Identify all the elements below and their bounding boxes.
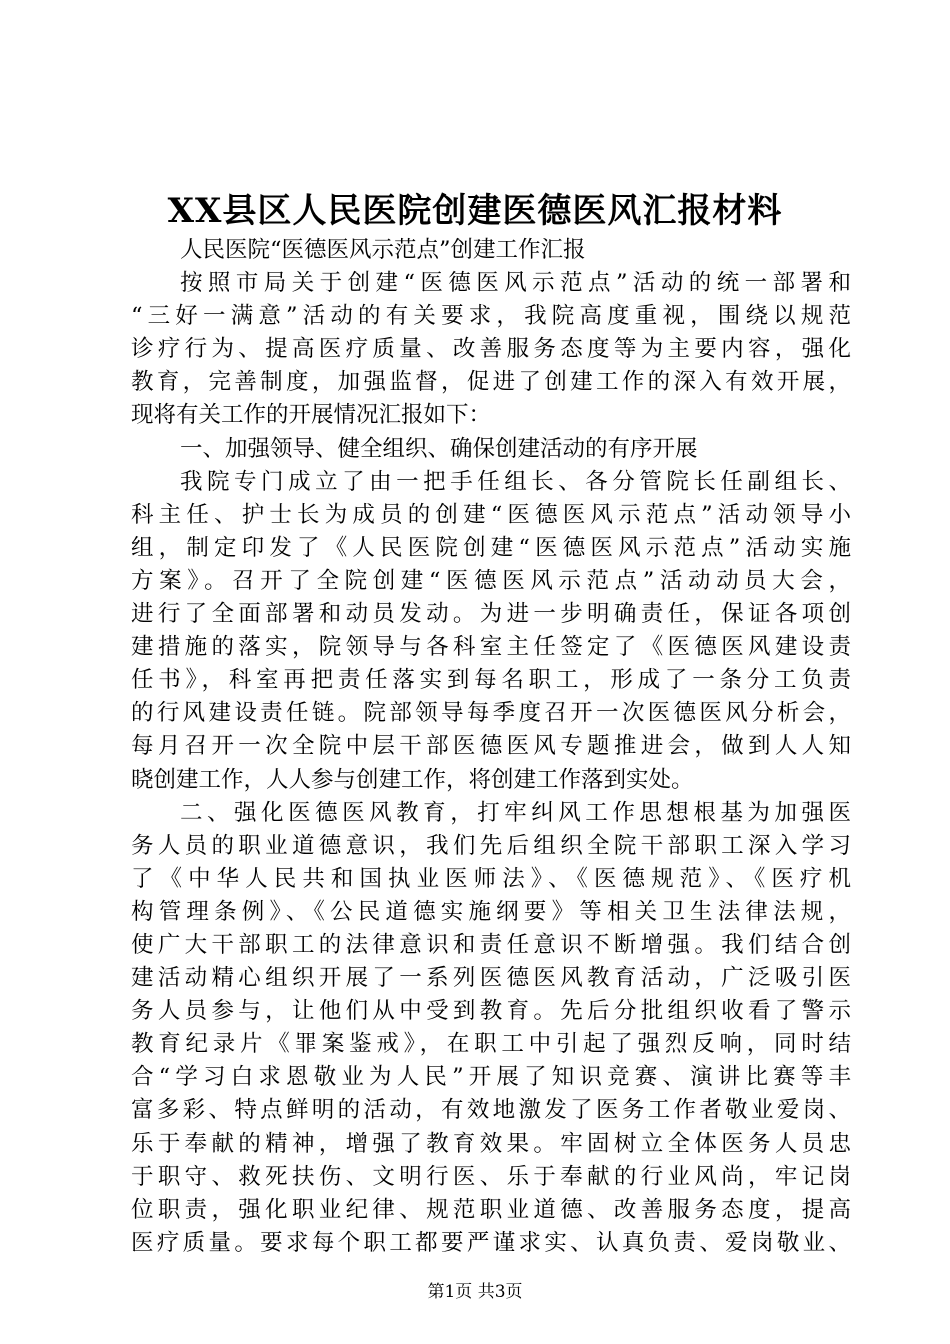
body-line: 于职守、救死扶伤、文明行医、乐于奉献的行业风尚，牢记岗: [131, 1163, 851, 1190]
body-line: 组，制定印发了《人民医院创建“医德医风示范点”活动实施: [131, 534, 851, 561]
body-line: 进行了全面部署和动员发动。为进一步明确责任，保证各项创: [131, 601, 851, 628]
body-line: 一、加强领导、健全组织、确保创建活动的有序开展: [180, 435, 698, 462]
body-line: 现将有关工作的开展情况汇报如下：: [131, 402, 492, 429]
document-title: XX县区人民医院创建医德医风汇报材料: [167, 191, 783, 231]
body-line: 人民医院“医德医风示范点”创建工作汇报: [180, 237, 586, 263]
body-line: 我院专门成立了由一把手任组长、各分管院长任副组长、: [180, 468, 851, 495]
body-line: 每月召开一次全院中层干部医德医风专题推进会，做到人人知: [131, 733, 851, 760]
body-line: 二、强化医德医风教育，打牢纠风工作思想根基为加强医: [180, 799, 851, 826]
body-line: 教育纪录片《罪案鉴戒》，在职工中引起了强烈反响，同时结: [131, 1031, 851, 1058]
body-line: 建措施的落实，院领导与各科室主任签定了《医德医风建设责: [131, 634, 851, 661]
body-line: 教育，完善制度，加强监督，促进了创建工作的深入有效开展，: [131, 369, 851, 396]
body-line: “三好一满意”活动的有关要求，我院高度重视，围绕以规范: [131, 303, 851, 330]
body-line: 科主任、护士长为成员的创建“医德医风示范点”活动领导小: [131, 501, 851, 528]
body-line: 诊疗行为、提高医疗质量、改善服务态度等为主要内容，强化: [131, 336, 851, 363]
body-line: 方案》。召开了全院创建“医德医风示范点”活动动员大会，: [131, 567, 851, 594]
body-line: 位职责，强化职业纪律、规范职业道德、改善服务态度，提高: [131, 1196, 851, 1223]
document-body: [131, 234, 851, 1260]
body-line: 的行风建设责任链。院部领导每季度召开一次医德医风分析会，: [131, 700, 851, 727]
body-line: 使广大干部职工的法律意识和责任意识不断增强。我们结合创: [131, 931, 851, 958]
body-line: 按照市局关于创建“医德医风示范点”活动的统一部署和: [180, 270, 851, 297]
body-line: 了《中华人民共和国执业医师法》、《医德规范》、《医疗机: [131, 865, 851, 892]
body-line: 合“学习白求恩敬业为人民”开展了知识竞赛、演讲比赛等丰: [131, 1064, 851, 1091]
body-line: 任书》，科室再把责任落实到每名职工，形成了一条分工负责: [131, 667, 851, 694]
body-line: 乐于奉献的精神，增强了教育效果。牢固树立全体医务人员忠: [131, 1130, 851, 1157]
body-line: 建活动精心组织开展了一系列医德医风教育活动，广泛吸引医: [131, 965, 851, 992]
body-line: 务人员参与，让他们从中受到教育。先后分批组织收看了警示: [131, 998, 851, 1025]
body-line: 医疗质量。要求每个职工都要严谨求实、认真负责、爱岗敬业、: [131, 1229, 851, 1256]
page-footer: 第1页 共3页: [427, 1282, 523, 1302]
body-line: 务人员的职业道德意识，我们先后组织全院干部职工深入学习: [131, 832, 851, 859]
body-line: 构管理条例》、《公民道德实施纲要》等相关卫生法律法规，: [131, 898, 851, 925]
body-line: 富多彩、特点鲜明的活动，有效地激发了医务工作者敬业爱岗、: [131, 1097, 851, 1124]
body-line: 晓创建工作，人人参与创建工作，将创建工作落到实处。: [131, 766, 694, 793]
